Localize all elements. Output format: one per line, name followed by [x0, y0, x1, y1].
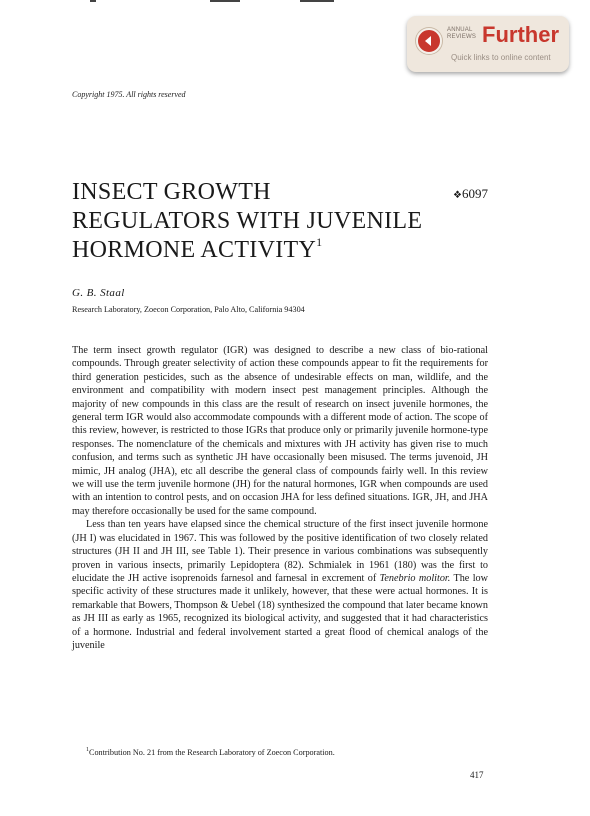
reference-number: [453, 186, 488, 202]
title-line-2: REGULATORS WITH JUVENILE: [72, 208, 423, 234]
paragraph-2: [72, 518, 488, 652]
further-arrow-icon: [416, 28, 442, 54]
further-banner[interactable]: [407, 16, 569, 72]
annual-reviews-logo: [447, 27, 476, 41]
reference-number-value: 6097: [461, 186, 488, 201]
footnote-mark: 1: [86, 747, 89, 753]
further-word: Further: [482, 22, 559, 47]
article-body: [72, 344, 488, 652]
paragraph-2-end: The low specific activity of these structures made it unlikely, however, that these were actual hormones. It is remarkable that Bowers, Thompson & Uebel (18) synthesized the compound that later became known as JH III as early as 1965, recognized its biological activity, and suggested that it had characteristics of a hormone. Industrial and federal involvement started a great flood of chemical analogs of the juvenile: [72, 572, 488, 651]
top-scan-marks: [90, 0, 350, 4]
title-line-3: HORMONE ACTIVITY: [72, 237, 317, 263]
footnote-text: Contribution No. 21 from the Research Laboratory of Zoecon Corporation.: [89, 748, 335, 757]
annual-label: ANNUAL: [447, 27, 473, 33]
footnote: [86, 748, 335, 757]
article-title: [72, 178, 452, 265]
reviews-label: REVIEWS: [447, 34, 477, 40]
paragraph-2-start: Less than ten years have elapsed since the chemical structure of the first insect juvenile hormone (JH I) was elucidated in 1967. This was followed by the positive identification of two closely related structures (JH II and JH III, see Table 1). Their presence in various combinations was subsequently proven in various insects, primarily Lepidoptera (82). Schmialek in 1961 (180) was the first to elucidate the JH active isoprenoids farnesol and farnesal in excrement of: [72, 519, 488, 584]
paragraph-1: The term insect growth regulator (IGR) was designed to describe a new class of bio-rational compounds. Through greater selectivity of action these compounds appear to fit the requirements for third generation pesticides, such as the absence of undesirable effects on man, wildlife, and the environment and compatibility with modern insect pest management principles. Although the majority of new compounds in this class are the result of research on insect juvenile hormones, the general term IGR would also accommodate compounds with a different mode of action. The scope of this review, however, is restricted to those IGRs that produce only or primarily juvenile hormone-type responses. The nomenclature of the chemicals and mixtures with JH activity has given rise to much confusion, and terms such as synthetic JH have occasionally been misused. The terms juvenoid, JH mimic, JH analog (JHA), etc all describe the general class of compounds fairly well. In this review we will use the term juvenile hormone (JH) for the natural hormones, IGR when compounds are used with an intention to control pests, and on occasion JHA for less defined situations. IGR, JH, and JHA may therefore occasionally be used for the same compound.: [72, 345, 488, 517]
title-line-1: INSECT GROWTH: [72, 179, 271, 205]
author-affiliation: Research Laboratory, Zoecon Corporation, Palo Alto, California 94304: [72, 305, 305, 314]
page-number: 417: [470, 770, 484, 780]
diamond-icon: ❖: [453, 190, 462, 201]
species-name: Tenebrio molitor.: [379, 572, 451, 584]
author-name: G. B. Staal: [72, 287, 125, 299]
title-footnote-mark: 1: [316, 235, 323, 249]
further-subtitle: Quick links to online content: [451, 53, 551, 62]
copyright-line: Copyright 1975. All rights reserved: [72, 90, 186, 99]
